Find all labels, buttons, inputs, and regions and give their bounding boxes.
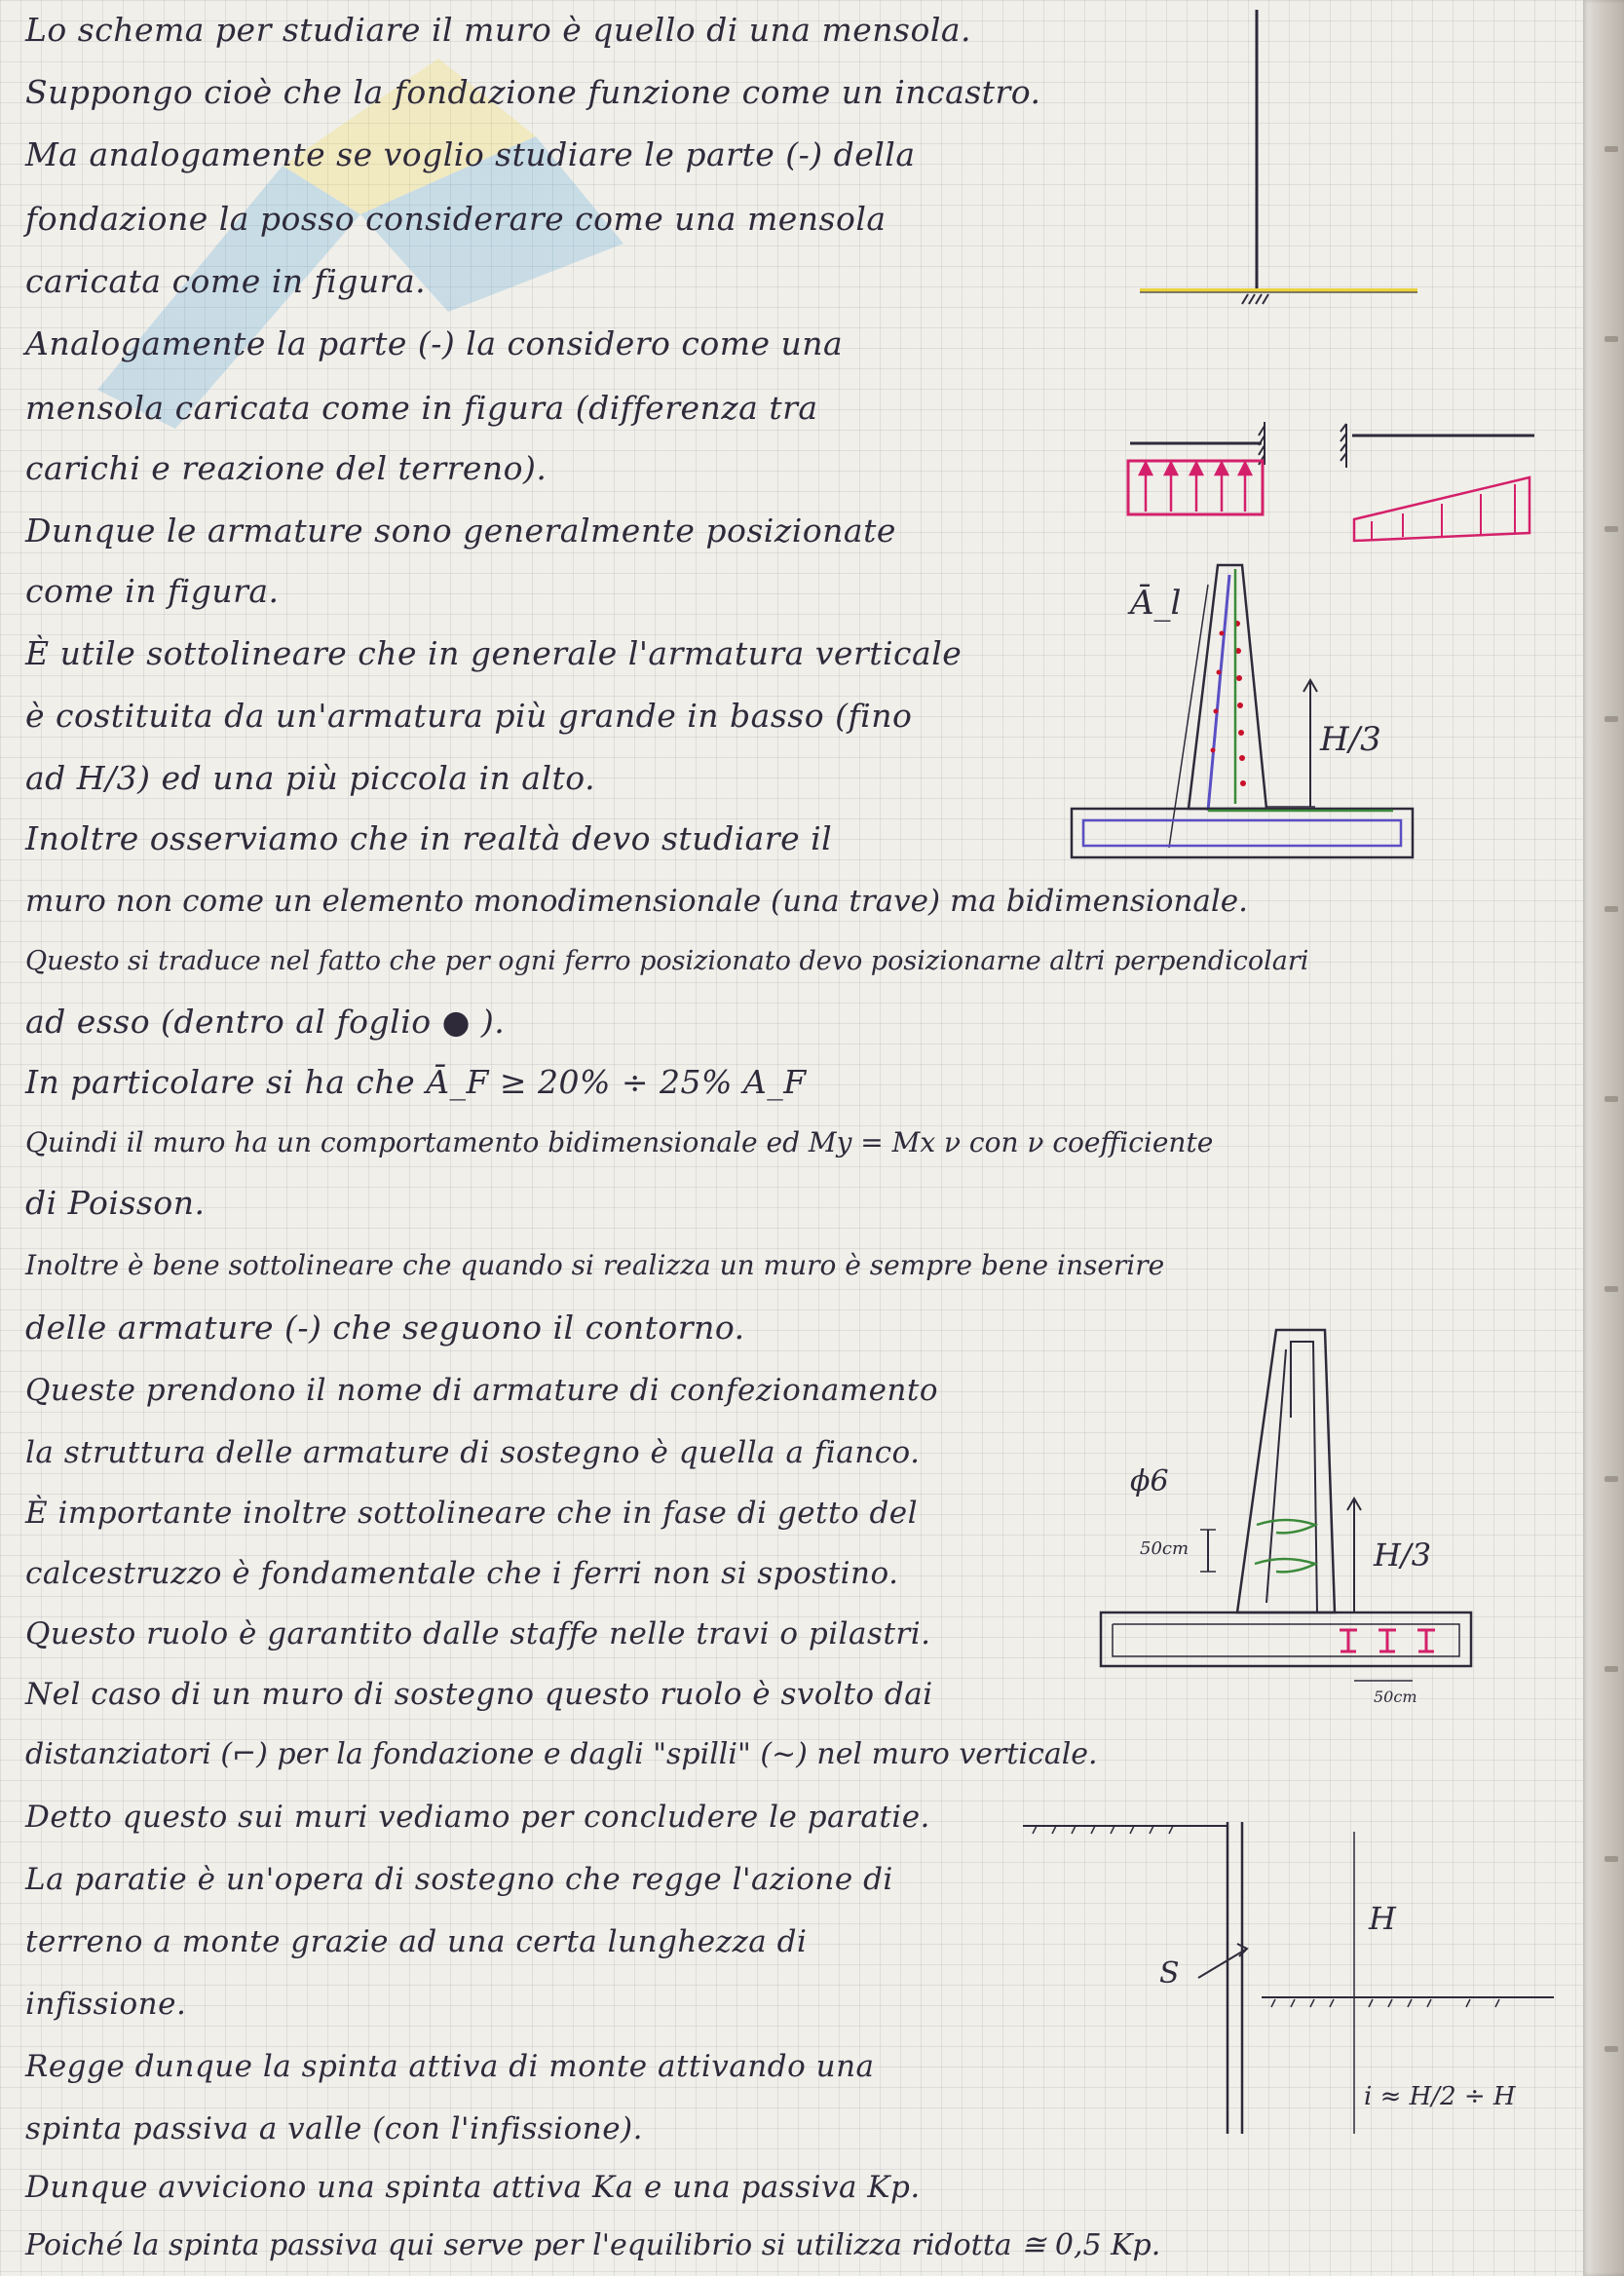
text-line: carichi e reazione del terreno). [25, 449, 548, 487]
text-line: infissione. [25, 1987, 187, 2022]
a-bar-label: Ā_l [1130, 584, 1182, 623]
text-line: terreno a monte grazie ad una certa lunghezza di [25, 1924, 808, 1959]
text-line: mensola caricata come in figura (differenza tra [25, 389, 818, 427]
spacing-50cm-label: 50cm [1140, 1538, 1190, 1559]
text-line: caricata come in figura. [25, 262, 427, 300]
wall-reinforcement-section [1062, 555, 1432, 881]
text-line: ad H/3) ed una più piccola in alto. [25, 759, 596, 797]
notebook-binding [1583, 0, 1624, 2276]
text-line: calcestruzzo è fondamentale che i ferri non si spostino. [25, 1556, 899, 1591]
infissione-label: i ≈ H/2 ÷ H [1364, 2082, 1516, 2111]
wall-spacers-section [1091, 1320, 1481, 1714]
text-line: come in figura. [25, 572, 280, 610]
text-line: di Poisson. [25, 1184, 206, 1222]
text-line: è costituita da un'armatura più grande in basso (fino [25, 697, 913, 735]
text-line: Regge dunque la spinta attiva di monte attivando una [25, 2049, 875, 2084]
text-line: È importante inoltre sottolineare che in fase di getto del [25, 1496, 919, 1531]
text-line: Quindi il muro ha un comportamento bidimensionale ed My = Mx ν con ν coefficiente [25, 1126, 1214, 1158]
text-line: fondazione la posso considerare come una mensola [25, 200, 887, 238]
text-line: Queste prendono il nome di armature di confezionamento [25, 1373, 939, 1408]
text-line: Inoltre osserviamo che in realtà devo studiare il [25, 819, 833, 857]
text-line: In particolare si ha che Ā_F ≥ 20% ÷ 25% A_F [25, 1063, 807, 1101]
s-label: S [1159, 1956, 1180, 1991]
text-line: ad esso (dentro al foglio ● ). [25, 1003, 506, 1041]
h3-label-second: H/3 [1374, 1536, 1432, 1574]
text-line: Detto questo sui muri vediamo per concludere le paratie. [25, 1800, 930, 1835]
text-line: Lo schema per studiare il muro è quello di una mensola. [25, 11, 972, 49]
h-label: H [1369, 1900, 1396, 1937]
sheet-pile-sketch [1013, 1812, 1559, 2147]
text-line: È utile sottolineare che in generale l'armatura verticale [25, 634, 963, 672]
text-line: muro non come un elemento monodimensionale (una trave) ma bidimensionale. [25, 884, 1248, 919]
text-line: Dunque avviciono una spinta attiva Ka e una passiva Kp. [25, 2170, 921, 2205]
text-line: Poiché la spinta passiva qui serve per l'equilibrio si utilizza ridotta ≅ 0,5 Kp. [25, 2228, 1161, 2262]
text-line: Inoltre è bene sottolineare che quando si realizza un muro è sempre bene inserire [25, 1249, 1165, 1281]
spacing-horizontal-label: 50cm [1374, 1688, 1417, 1706]
text-line: Dunque le armature sono generalmente posizionate [25, 512, 896, 550]
cantilever-sketch [1111, 0, 1432, 325]
text-line: delle armature (-) che seguono il contorno. [25, 1309, 745, 1347]
h3-label: H/3 [1320, 720, 1381, 759]
text-line: spinta passiva a valle (con l'infissione). [25, 2111, 643, 2146]
text-line: Ma analogamente se voglio studiare le parte (-) della [25, 135, 916, 173]
text-line: distanziatori (⌐) per la fondazione e dagli "spilli" (~) nel muro verticale. [25, 1737, 1098, 1771]
foundation-load-diagrams [1120, 414, 1549, 564]
text-line: Analogamente la parte (-) la considero come una [25, 324, 844, 362]
phi6-label: ϕ6 [1130, 1464, 1169, 1498]
text-line: La paratie è un'opera di sostegno che regge l'azione di [25, 1862, 893, 1897]
text-line: Nel caso di un muro di sostegno questo ruolo è svolto dai [25, 1677, 933, 1712]
text-line: la struttura delle armature di sostegno è quella a fianco. [25, 1435, 921, 1470]
text-line: Questo ruolo è garantito dalle staffe nelle travi o pilastri. [25, 1616, 931, 1651]
text-line: Suppongo cioè che la fondazione funzione come un incastro. [25, 73, 1041, 111]
text-line: Questo si traduce nel fatto che per ogni ferro posizionato devo posizionarne altri perpendicolari [25, 946, 1309, 976]
